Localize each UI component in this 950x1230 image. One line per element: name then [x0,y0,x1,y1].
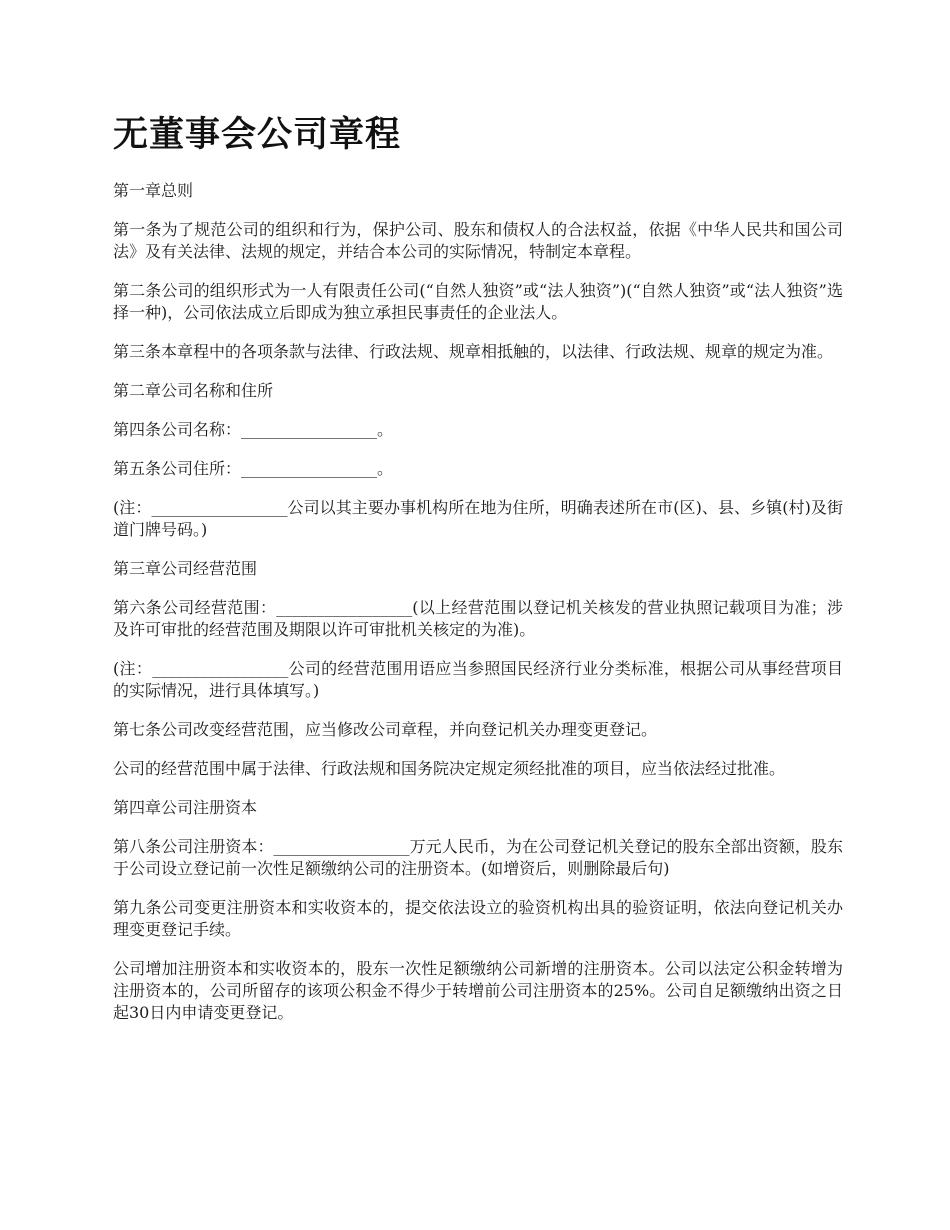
note-paragraph: (注：_________________公司的经营范围用语应当参照国民经济行业分类标准，根据公司从事经营项目的实际情况，进行具体填写。) [113,659,843,700]
article-paragraph: 第一条为了规范公司的组织和行为，保护公司、股东和债权人的合法权益，依据《中华人民共和国公司法》及有关法律、法规的规定，并结合本公司的实际情况，特制定本章程。 [113,220,843,261]
article-paragraph: 第二条公司的组织形式为一人有限责任公司(“自然人独资”或“法人独资”)(“自然人独资”或“法人独资”选择一种)，公司依法成立后即成为独立承担民事责任的企业法人。 [113,281,843,322]
article-paragraph: 第五条公司住所：_________________。 [113,459,394,478]
body-paragraph: 公司增加注册资本和实收资本的，股东一次性足额缴纳公司新增的注册资本。公司以法定公积金转增为注册资本的，公司所留存的该项公积金不得少于转增前公司注册资本的25%。公司自足额缴纳出资之日起30日内申请变更登记。 [113,959,843,1022]
document-title: 无董事会公司章程 [113,115,402,155]
article-paragraph: 第三条本章程中的各项条款与法律、行政法规、规章相抵触的，以法律、行政法规、规章的规定为准。 [113,342,834,361]
chapter-heading: 第一章总则 [113,181,194,200]
chapter-heading: 第三章公司经营范围 [113,559,258,578]
article-paragraph: 第八条公司注册资本：_________________万元人民币，为在公司登记机关登记的股东全部出资额，股东于公司设立登记前一次性足额缴纳公司的注册资本。(如增资后，则删除最后句) [113,837,843,878]
article-paragraph: 第四条公司名称：_________________。 [113,420,394,439]
article-paragraph: 第六条公司经营范围：_________________(以上经营范围以登记机关核发的营业执照记载项目为准；涉及许可审批的经营范围及期限以许可审批机关核定的为准)。 [113,598,843,639]
document-page [113,110,843,1041]
body-paragraph: 公司的经营范围中属于法律、行政法规和国务院决定规定须经批准的项目，应当依法经过批准。 [113,759,786,778]
chapter-heading: 第四章公司注册资本 [113,798,258,817]
note-paragraph: (注：_________________公司以其主要办事机构所在地为住所，明确表述所在市(区)、县、乡镇(村)及街道门牌号码。) [113,498,843,539]
article-paragraph: 第九条公司变更注册资本和实收资本的，提交依法设立的验资机构出具的验资证明，依法向登记机关办理变更登记手续。 [113,898,843,939]
article-paragraph: 第七条公司改变经营范围，应当修改公司章程，并向登记机关办理变更登记。 [113,720,658,739]
chapter-heading: 第二章公司名称和住所 [113,381,274,400]
